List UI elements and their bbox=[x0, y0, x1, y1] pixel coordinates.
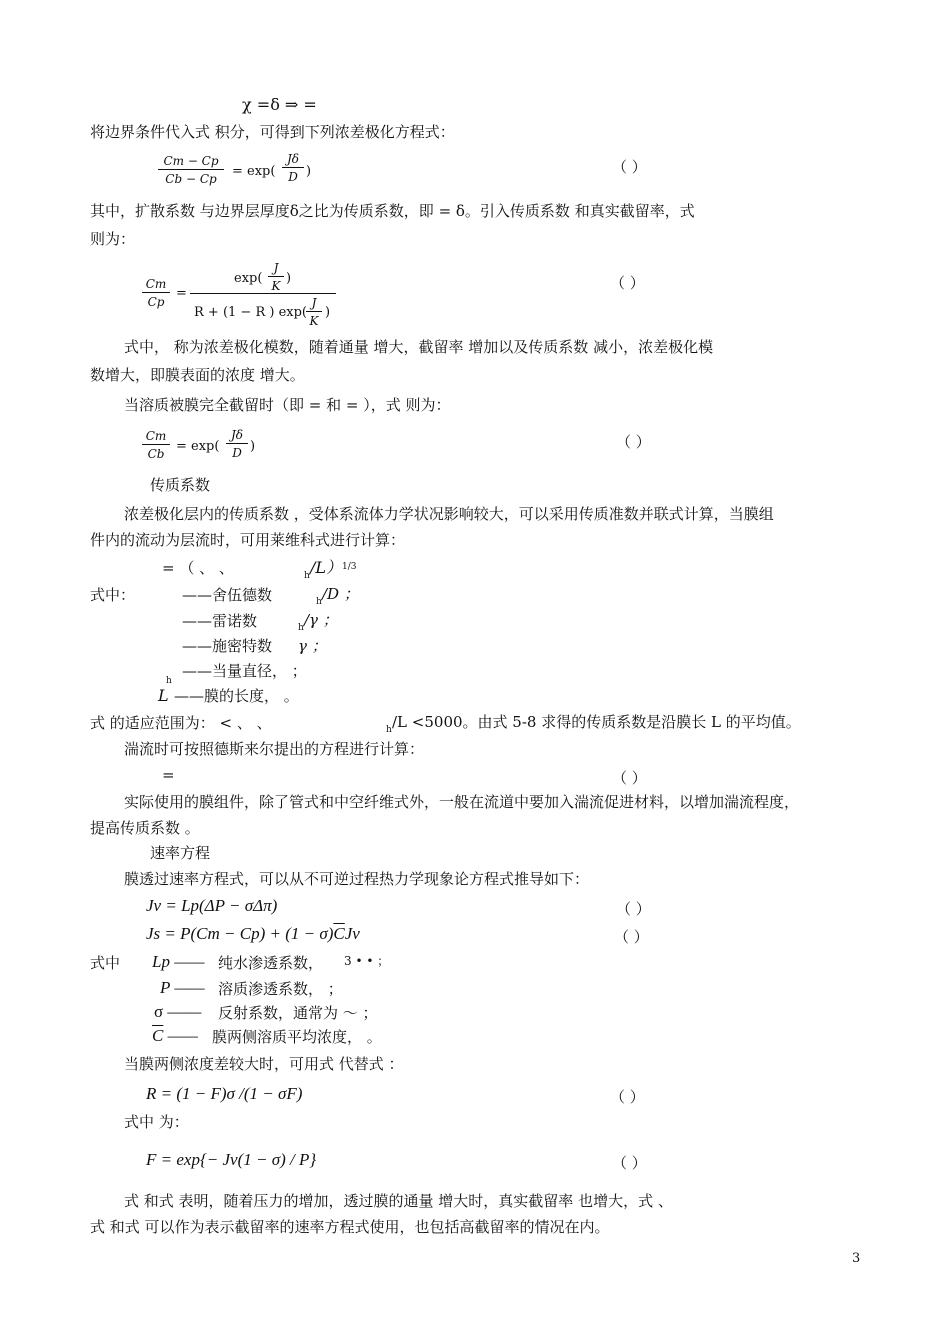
def-hydraulic-diameter: ——当量直径， ； bbox=[182, 662, 307, 680]
text-surface-concentration: 数增大，即膜表面的浓度 增大。 bbox=[90, 366, 305, 384]
eq1-rhs: = exp( bbox=[232, 164, 276, 179]
equation-chi-delta: χ =δ ⇒ = bbox=[242, 95, 317, 114]
eq1-close: ) bbox=[306, 164, 312, 179]
eq-f bbox=[146, 1151, 316, 1168]
eq-js-part-b: Jv bbox=[344, 924, 360, 943]
text-polarization-modulus: 式中， 称为浓差极化模数，随着通量 增大，截留率 增加以及传质系数 减小，浓差极化模 bbox=[124, 338, 714, 356]
text-laminar-flow: 件内的流动为层流时，可用莱维科式进行计算： bbox=[90, 531, 406, 549]
symbol-L: L bbox=[158, 686, 169, 705]
text-where-f: 式中 为： bbox=[124, 1113, 189, 1131]
eq-jv-number: （ ） bbox=[616, 900, 651, 918]
eq3-inner-denominator: D bbox=[232, 446, 242, 460]
eq-js-cbar: $\overline{C}$ bbox=[333, 924, 345, 943]
symbol-sigma: σ —— bbox=[154, 1002, 202, 1021]
def-sherwood: ——舍伍德数 bbox=[182, 586, 273, 604]
text-turbulent-flow: 湍流时可按照德斯来尔提出的方程进行计算： bbox=[124, 740, 425, 758]
eq-jv: Jv = Lp(ΔP − σΔπ) bbox=[146, 896, 278, 915]
eq1-numerator: Cm − Cp bbox=[158, 155, 224, 170]
text-large-concentration-difference: 当膜两侧浓度差较大时，可用式 代替式 ： bbox=[124, 1055, 404, 1073]
subscript-h: h bbox=[304, 571, 310, 581]
eq2-bottom-close: ) bbox=[325, 305, 331, 320]
text-turbulence-promoter: 实际使用的膜组件，除了管式和中空纤维式外，一般在流道中要加入湍流促进材料，以增加湍流程度， bbox=[124, 793, 800, 811]
eq3-rhs: = exp( bbox=[176, 439, 220, 454]
eq3-inner-numerator: Jδ bbox=[226, 429, 248, 444]
eq-js-number: （ ） bbox=[614, 928, 649, 946]
eq-js-part-a: Js = P(Cm − Cp) + (1 − σ) bbox=[146, 924, 334, 943]
eq3-lhs-numerator: Cm bbox=[142, 430, 170, 445]
text-applicability-range-end: /L <5000。由式 5-8 求得的传质系数是沿膜长 L 的平均值。 bbox=[392, 713, 801, 731]
eq-f-part-b: {− Jv(1 − σ) / P} bbox=[199, 1150, 317, 1169]
text-complete-rejection: 当溶质被膜完全截留时（即 = 和 = ），式 则为： bbox=[124, 396, 451, 414]
text-mass-transfer-intro: 其中，扩散系数 与边界层厚度δ之比为传质系数，即 = δ。引入传质系数 和真实截留率，式 bbox=[90, 202, 695, 220]
eq-f-number: （ ） bbox=[612, 1154, 647, 1172]
eq1-inner-numerator: Jδ bbox=[282, 153, 304, 168]
eq2-lhs-numerator: Cm bbox=[142, 278, 170, 293]
def-schmidt: ——施密特数 bbox=[182, 637, 273, 655]
def-lp-units: 3 • • ； bbox=[344, 954, 390, 968]
symbol-cbar-dash: —— bbox=[163, 1026, 198, 1045]
eq1-inner-denominator: D bbox=[288, 170, 298, 184]
eq-leveque-left: = （ 、 、 bbox=[162, 559, 234, 577]
section-heading-rate-equation: 速率方程 bbox=[150, 844, 211, 862]
def-membrane-length: ——膜的长度， 。 bbox=[174, 687, 299, 705]
text-where: 式中： bbox=[90, 586, 136, 604]
def-pure-water-permeability: 纯水渗透系数， bbox=[218, 954, 324, 972]
text-where-2: 式中 bbox=[90, 954, 121, 972]
subscript-h: h bbox=[166, 676, 172, 686]
eq2-equals: = bbox=[176, 286, 187, 301]
eq2-main-fraction-bar bbox=[190, 293, 336, 294]
eq-leveque-exponent: 1/3 bbox=[342, 562, 357, 572]
eq-r-number: （ ） bbox=[610, 1088, 645, 1106]
eq2-bottom: R + (1 − R ) exp( bbox=[194, 305, 307, 320]
text-improve-coefficient: 提高传质系数 。 bbox=[90, 819, 200, 837]
eq-leveque-right: /L） bbox=[310, 558, 343, 577]
eq2-lhs-denominator: Cp bbox=[147, 295, 165, 309]
text-conclusion-2: 式 和式 可以作为表示截留率的速率方程式使用，也包括高截留率的情况在内。 bbox=[90, 1218, 610, 1236]
text-applicability-range: 式 的适应范围为： < 、 、 bbox=[90, 714, 272, 732]
eq3-close: ) bbox=[250, 439, 256, 454]
def-sherwood-expr: /D ； bbox=[322, 585, 359, 603]
eq-deissler-number: （ ） bbox=[612, 769, 647, 787]
eq-js bbox=[146, 925, 360, 942]
symbol-lp: Lp —— bbox=[152, 952, 205, 971]
eq2-top-denominator: K bbox=[271, 279, 281, 293]
eq-deissler: = bbox=[162, 766, 175, 784]
eq2-bottom-denominator: K bbox=[309, 314, 319, 328]
text-then: 则为： bbox=[90, 230, 136, 248]
text-mass-transfer-body: 浓差极化层内的传质系数 ，受体系流体力学状况影响较大，可以采用传质准数并联式计算，当膜组 bbox=[124, 505, 774, 523]
eq3-number: （ ） bbox=[616, 433, 651, 451]
def-reynolds: ——雷诺数 bbox=[182, 612, 258, 630]
def-reflection-coefficient: 反射系数，通常为 ～ ； bbox=[218, 1004, 378, 1022]
def-schmidt-expr: γ ； bbox=[298, 637, 327, 655]
symbol-cbar bbox=[152, 1027, 198, 1044]
eq-f-part-a: F = exp bbox=[146, 1150, 200, 1169]
eq2-number: （ ） bbox=[610, 274, 645, 292]
page-number: 3 bbox=[852, 1251, 861, 1266]
def-reynolds-expr: /γ ； bbox=[304, 611, 338, 629]
symbol-cbar-letter: $\overline{C}$ bbox=[152, 1026, 164, 1045]
symbol-p: P —— bbox=[160, 978, 205, 997]
eq3-lhs-denominator: Cb bbox=[147, 447, 165, 461]
text-conclusion-1: 式 和式 表明，随着压力的增加，透过膜的通量 增大时，真实截留率 也增大，式 、 bbox=[124, 1192, 673, 1210]
eq1-number: （ ） bbox=[612, 158, 647, 176]
eq2-bottom-numerator: J bbox=[306, 297, 322, 312]
text-boundary-conditions: 将边界条件代入式 积分，可得到下列浓差极化方程式： bbox=[90, 123, 455, 141]
eq2-top-exp: exp( bbox=[234, 271, 263, 286]
section-heading-mass-transfer: 传质系数 bbox=[150, 476, 211, 494]
eq2-top-numerator: J bbox=[268, 262, 284, 277]
subscript-h: h bbox=[316, 597, 322, 607]
def-mean-concentration: 膜两侧溶质平均浓度， 。 bbox=[212, 1028, 382, 1046]
text-rate-equation-intro: 膜透过速率方程式，可以从不可逆过程热力学现象论方程式推导如下： bbox=[124, 870, 590, 888]
eq2-top-close: ) bbox=[286, 271, 292, 286]
def-solute-permeability: 溶质渗透系数， ； bbox=[218, 980, 343, 998]
subscript-h: h bbox=[298, 623, 304, 633]
subscript-h: h bbox=[386, 725, 392, 735]
eq-r: R = (1 − F)σ /(1 − σF) bbox=[146, 1084, 303, 1103]
eq1-denominator: Cb − Cp bbox=[165, 172, 217, 186]
